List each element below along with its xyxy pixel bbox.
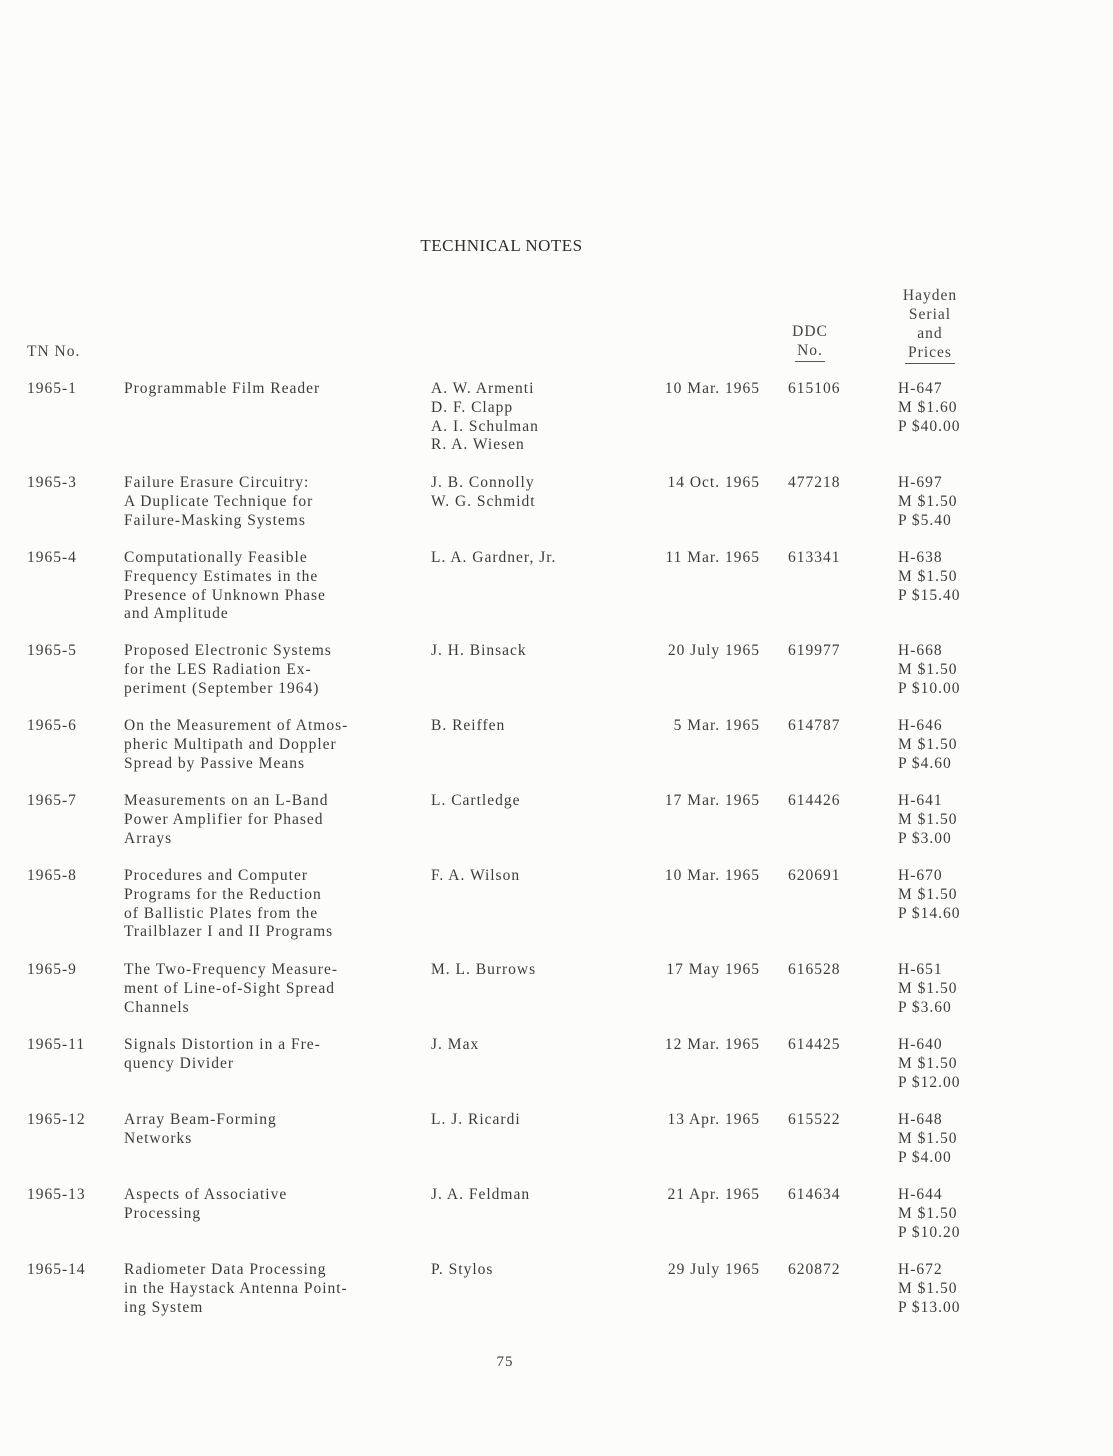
note-title — [124, 1261, 348, 1317]
hayden-prices-line: H-670 — [898, 867, 943, 884]
note-title-line: Failure-Masking Systems — [124, 511, 306, 529]
ddc-number: 615106 — [788, 380, 841, 397]
note-authors — [431, 380, 539, 455]
hayden-prices — [898, 1261, 961, 1317]
tn-number: 1965-11 — [27, 1036, 86, 1053]
ddc-number: 614634 — [788, 1186, 841, 1203]
note-title — [124, 642, 332, 698]
hayden-prices-line: P $4.00 — [898, 1148, 952, 1166]
note-title — [124, 380, 320, 399]
note-authors-line: M. L. Burrows — [431, 961, 537, 978]
note-title-line: ing System — [124, 1298, 204, 1316]
page-number: 75 — [496, 1354, 514, 1370]
ddc-number: 477218 — [788, 474, 841, 491]
note-authors-line: J. B. Connolly — [431, 474, 535, 491]
note-date: 21 Apr. 1965 — [667, 1186, 760, 1203]
note-authors — [431, 1261, 493, 1280]
note-date: 12 Mar. 1965 — [664, 1036, 760, 1053]
note-date: 17 May 1965 — [666, 961, 760, 978]
hayden-prices-line: P $5.40 — [898, 511, 952, 529]
note-authors — [431, 961, 536, 980]
note-authors — [431, 717, 505, 736]
hayden-prices — [898, 549, 961, 605]
hayden-prices — [898, 1186, 961, 1242]
header-hayden-prices — [890, 286, 970, 364]
hayden-prices-line: P $13.00 — [898, 1298, 961, 1316]
note-title-line: Power Amplifier for Phased — [124, 810, 324, 828]
hayden-prices-line: H-646 — [898, 717, 943, 734]
note-title — [124, 1111, 277, 1149]
hayden-prices-line: P $14.60 — [898, 904, 961, 922]
note-title — [124, 717, 348, 773]
header-hayden-line: and — [917, 325, 943, 342]
ddc-number: 613341 — [788, 549, 841, 566]
note-date: 29 July 1965 — [667, 1261, 760, 1278]
hayden-prices-line: H-647 — [898, 380, 943, 397]
header-hayden-line: Hayden — [902, 287, 958, 304]
hayden-prices-line: M $1.50 — [898, 567, 958, 585]
page-title: TECHNICAL NOTES — [420, 236, 583, 255]
hayden-prices — [898, 867, 961, 923]
tn-number: 1965-1 — [27, 380, 77, 397]
note-authors-line: B. Reiffen — [431, 717, 506, 734]
tn-number: 1965-6 — [27, 717, 77, 734]
note-authors-line: A. W. Armenti — [431, 380, 535, 397]
note-title — [124, 961, 338, 1017]
ddc-number: 620872 — [788, 1261, 841, 1278]
ddc-number: 619977 — [788, 642, 841, 659]
hayden-prices-line: M $1.50 — [898, 1204, 958, 1222]
ddc-number: 615522 — [788, 1111, 841, 1128]
note-date: 11 Mar. 1965 — [665, 549, 760, 566]
note-authors — [431, 1036, 479, 1055]
tn-number: 1965-9 — [27, 961, 77, 978]
hayden-prices-line: H-638 — [898, 549, 943, 566]
note-authors — [431, 1111, 521, 1130]
hayden-prices-line: P $3.00 — [898, 829, 952, 847]
hayden-prices-line: P $3.60 — [898, 998, 952, 1016]
note-title-line: Aspects of Associative — [124, 1186, 288, 1203]
note-title-line: of Ballistic Plates from the — [124, 904, 319, 922]
note-authors-line: L. A. Gardner, Jr. — [431, 549, 557, 566]
tn-number: 1965-12 — [27, 1111, 86, 1128]
ddc-number: 614787 — [788, 717, 841, 734]
hayden-prices-line: P $10.00 — [898, 679, 961, 697]
header-hayden-line: Prices — [905, 343, 955, 364]
note-title-line: Programmable Film Reader — [124, 380, 321, 397]
note-title-line: Proposed Electronic Systems — [124, 642, 332, 659]
hayden-prices — [898, 380, 961, 436]
hayden-prices-line: P $10.20 — [898, 1223, 961, 1241]
note-authors-line: F. A. Wilson — [431, 867, 521, 884]
note-date: 14 Oct. 1965 — [667, 474, 760, 491]
hayden-prices-line: H-668 — [898, 642, 943, 659]
note-title-line: Channels — [124, 998, 190, 1016]
note-title-line: Procedures and Computer — [124, 867, 308, 884]
note-authors-line: L. Cartledge — [431, 792, 521, 809]
hayden-prices-line: H-672 — [898, 1261, 943, 1278]
tn-number: 1965-3 — [27, 474, 77, 491]
hayden-prices-line: M $1.50 — [898, 735, 958, 753]
hayden-prices-line: H-644 — [898, 1186, 943, 1203]
note-authors-line: P. Stylos — [431, 1261, 494, 1278]
ddc-number: 614426 — [788, 792, 841, 809]
note-date: 20 July 1965 — [667, 642, 760, 659]
ddc-number: 614425 — [788, 1036, 841, 1053]
hayden-prices-line: M $1.50 — [898, 979, 958, 997]
note-title-line: Computationally Feasible — [124, 549, 308, 566]
note-authors-line: J. Max — [431, 1036, 480, 1053]
note-title-line: in the Haystack Antenna Point- — [124, 1279, 348, 1297]
hayden-prices-line: M $1.50 — [898, 660, 958, 678]
hayden-prices-line: M $1.50 — [898, 1129, 958, 1147]
note-title-line: and Amplitude — [124, 605, 229, 623]
tn-number: 1965-4 — [27, 549, 77, 566]
ddc-number: 616528 — [788, 961, 841, 978]
note-title-line: Presence of Unknown Phase — [124, 586, 326, 604]
note-title-line: ment of Line-of-Sight Spread — [124, 979, 335, 997]
note-title-line: pheric Multipath and Doppler — [124, 735, 337, 753]
hayden-prices-line: H-640 — [898, 1036, 943, 1053]
hayden-prices — [898, 642, 961, 698]
hayden-prices-line: M $1.50 — [898, 1054, 958, 1072]
note-date: 10 Mar. 1965 — [664, 380, 760, 397]
hayden-prices-line: P $4.60 — [898, 754, 952, 772]
header-tn-no: TN No. — [27, 343, 81, 360]
note-authors-line: D. F. Clapp — [431, 398, 514, 416]
note-title-line: Frequency Estimates in the — [124, 567, 319, 585]
note-title — [124, 474, 313, 530]
note-authors — [431, 549, 556, 568]
tn-number: 1965-13 — [27, 1186, 86, 1203]
tn-number: 1965-8 — [27, 867, 77, 884]
note-date: 10 Mar. 1965 — [664, 867, 760, 884]
note-title-line: Signals Distortion in a Fre- — [124, 1036, 321, 1053]
note-title-line: The Two-Frequency Measure- — [124, 961, 339, 978]
note-title-line: for the LES Radiation Ex- — [124, 660, 312, 678]
tn-number: 1965-7 — [27, 792, 77, 809]
note-authors-line: L. J. Ricardi — [431, 1111, 521, 1128]
note-authors-line: J. H. Binsack — [431, 642, 527, 659]
note-authors — [431, 867, 520, 886]
note-title-line: A Duplicate Technique for — [124, 492, 314, 510]
note-title-line: Trailblazer I and II Programs — [124, 923, 334, 941]
tn-number: 1965-14 — [27, 1261, 86, 1278]
header-hayden-line: Serial — [908, 306, 952, 323]
note-title-line: Array Beam-Forming — [124, 1111, 277, 1128]
note-title — [124, 867, 333, 942]
note-title-line: Programs for the Reduction — [124, 885, 322, 903]
note-title-line: Networks — [124, 1129, 193, 1147]
hayden-prices — [898, 792, 958, 848]
note-title — [124, 1036, 321, 1074]
note-authors-line: A. I. Schulman — [431, 417, 539, 435]
note-title — [124, 1186, 287, 1224]
note-authors-line: J. A. Feldman — [431, 1186, 531, 1203]
hayden-prices — [898, 1036, 961, 1092]
hayden-prices — [898, 717, 958, 773]
note-title-line: On the Measurement of Atmos- — [124, 717, 349, 734]
hayden-prices — [898, 474, 958, 530]
hayden-prices — [898, 1111, 958, 1167]
hayden-prices-line: M $1.50 — [898, 492, 958, 510]
note-authors — [431, 474, 536, 512]
note-title — [124, 549, 326, 624]
note-date: 5 Mar. 1965 — [673, 717, 760, 734]
hayden-prices-line: M $1.50 — [898, 1279, 958, 1297]
note-title-line: Failure Erasure Circuitry: — [124, 474, 310, 491]
note-title — [124, 792, 329, 848]
hayden-prices-line: H-641 — [898, 792, 943, 809]
note-title-line: Arrays — [124, 829, 173, 847]
note-authors — [431, 792, 520, 811]
hayden-prices-line: P $12.00 — [898, 1073, 961, 1091]
tn-number: 1965-5 — [27, 642, 77, 659]
note-title-line: Spread by Passive Means — [124, 754, 305, 772]
note-authors-line: W. G. Schmidt — [431, 492, 536, 510]
note-title-line: periment (September 1964) — [124, 679, 320, 697]
hayden-prices — [898, 961, 958, 1017]
hayden-prices-line: M $1.50 — [898, 885, 958, 903]
header-ddc-line: DDC — [792, 323, 828, 340]
hayden-prices-line: H-648 — [898, 1111, 943, 1128]
hayden-prices-line: H-651 — [898, 961, 943, 978]
note-title-line: Radiometer Data Processing — [124, 1261, 327, 1278]
note-authors-line: R. A. Wiesen — [431, 436, 525, 454]
hayden-prices-line: P $15.40 — [898, 586, 961, 604]
header-ddc-no — [780, 322, 840, 362]
note-date: 13 Apr. 1965 — [667, 1111, 760, 1128]
hayden-prices-line: M $1.50 — [898, 810, 958, 828]
header-ddc-line: No. — [795, 341, 825, 362]
note-date: 17 Mar. 1965 — [664, 792, 760, 809]
hayden-prices-line: H-697 — [898, 474, 943, 491]
ddc-number: 620691 — [788, 867, 841, 884]
note-title-line: quency Divider — [124, 1054, 234, 1072]
hayden-prices-line: P $40.00 — [898, 417, 961, 435]
note-title-line: Processing — [124, 1204, 202, 1222]
note-authors — [431, 642, 527, 661]
hayden-prices-line: M $1.60 — [898, 398, 958, 416]
note-authors — [431, 1186, 530, 1205]
note-title-line: Measurements on an L-Band — [124, 792, 329, 809]
